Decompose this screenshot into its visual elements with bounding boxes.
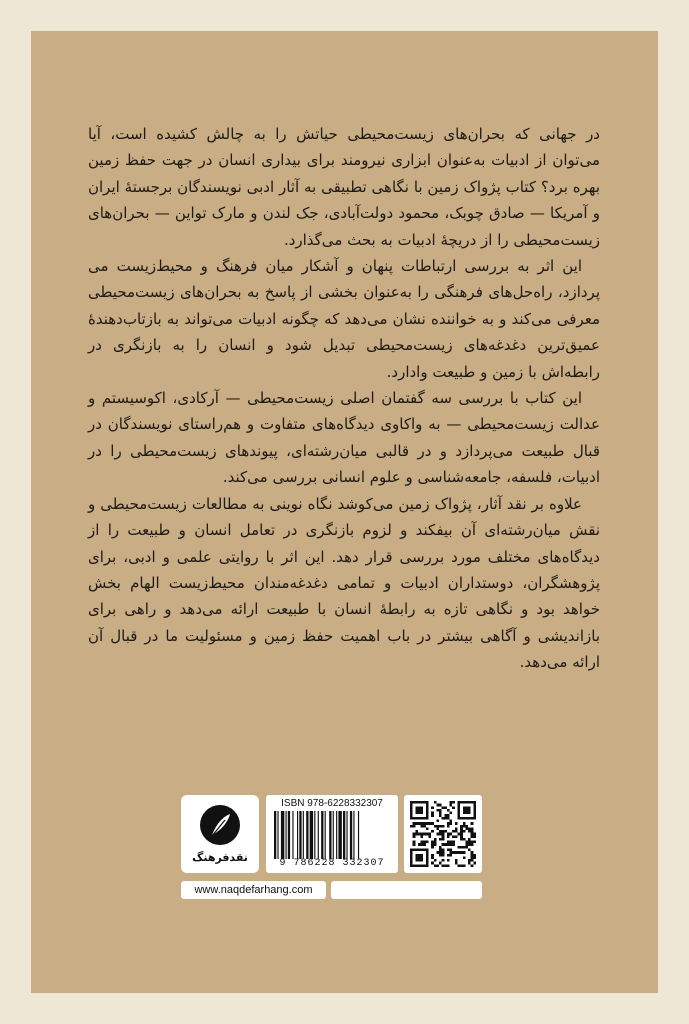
blurb-paragraph-3: این کتاب با بررسی سه گفتمان اصلی زیست‌محیطی — آرکادی، اکوسیستم و عدالت زیست‌محیطی — به واکاوی دیدگاه‌های متفاوت و هم‌راستای نویسندگان در قبال طبیعت می‌پردازد و در قالبی میان‌رشته‌ای، پیوندهای زیست‌محیطی را در ادبیات، فلسفه، جامعه‌شناسی و علوم انسانی بررسی می‌کند. (88, 389, 600, 487)
publisher-name: نقدفرهنگ (192, 851, 248, 864)
blank-label (331, 881, 482, 899)
qr-code-icon (404, 795, 482, 873)
quill-feather-icon (200, 805, 240, 845)
isbn-barcode (266, 795, 398, 873)
blurb-paragraph-1: در جهانی که بحران‌های زیست‌محیطی حیاتش را به چالش کشیده است، آیا می‌توان از ادبیات به‌عنوان ابزاری نیرومند برای بیداری انسان در جهت حفظ زمین بهره برد؟ کتاب پژواک زمین با نگاهی تطبیقی به آثار ادبی نویسندگان برجستهٔ ایران و آمریکا — صادق چوبک، محمود دولت‌آبادی، جک لندن و مارک تواین — بحران‌های زیست‌محیطی را از دریچهٔ ادبیات به بحث می‌گذارد. (88, 125, 600, 249)
publisher-website: www.naqdefarhang.com (181, 881, 326, 899)
publisher-logo (181, 795, 259, 873)
blurb-paragraph-4: علاوه بر نقد آثار، پژواک زمین می‌کوشد نگاه نوینی به مطالعات زیست‌محیطی و نقش میان‌رشته‌ای آن بیفکند و لزوم بازنگری در تعامل انسان و طبیعت را از دیدگاه‌های مختلف مورد بررسی قرار دهد. این اثر با روایتی علمی و ادبی، برای پژوهشگران، دوستداران ادبیات و تمامی دغدغه‌مندان محیط‌زیست الهام بخش خواهد بود و نگاهی تازه به رابطهٔ انسان با طبیعت ارائه می‌دهد و راهی برای بازاندیشی و آگاهی بیشتر در باب اهمیت حفظ زمین و مسئولیت ما در قبال آن ارائه می‌دهد. (88, 494, 600, 672)
isbn-label: ISBN 978-6228332307 (281, 798, 383, 809)
isbn-digits: 9 786228 332307 (279, 858, 385, 869)
blurb-paragraph-2: این اثر به بررسی ارتباطات پنهان و آشکار میان فرهنگ و محیط‌زیست می پردازد، راه‌حل‌های فرهنگی را به‌عنوان بخشی از پاسخ به بحران‌های زیست‌محیطی معرفی می‌کند و به خواننده نشان می‌دهد که چگونه ادبیات می‌تواند به بازتاب‌دهندهٔ عمیق‌ترین دغدغه‌های زیست‌محیطی تبدیل شود و انسان را به بازنگری در رابطه‌اش با زمین و طبیعت وادارد. (88, 257, 600, 381)
blurb-text (88, 121, 600, 676)
barcode-icon (274, 811, 390, 859)
